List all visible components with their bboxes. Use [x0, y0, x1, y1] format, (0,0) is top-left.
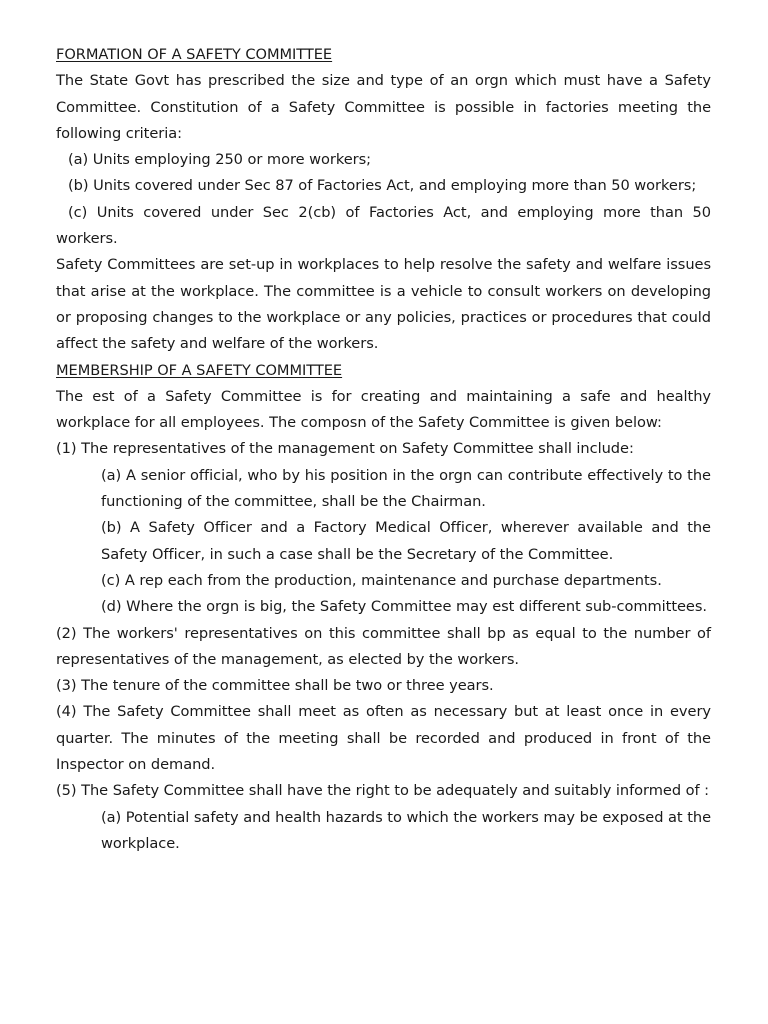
membership-subitem: (a) A senior official, who by his position in the orgn can contribute effectively to the functioning of the committee, shall be the Chairman.	[101, 466, 711, 511]
membership-heading: MEMBERSHIP OF A SAFETY COMMITTEE	[56, 361, 343, 379]
membership-item-1: (1) The representatives of the management on Safety Committee shall include:	[56, 440, 634, 458]
formation-purpose: Safety Committees are set-up in workplaces to help resolve the safety and welfare issues that arise at the workplace. The committee is a vehicle to consult workers on developing or proposing changes to the workplace or any policies, practices or procedures that could affect the safety and welfare of the workers.	[56, 256, 711, 353]
membership-item-2: (2) The workers' representatives on this committee shall bp as equal to the number of representatives of the management, as elected by the workers.	[56, 624, 711, 668]
formation-intro: The State Govt has prescribed the size and type of an orgn which must have a Safety Committee. Constitution of a Safety Committee is possible in factories meeting the following criteria:	[56, 72, 711, 142]
membership-item-3: (3) The tenure of the committee shall be two or three years.	[56, 677, 494, 695]
membership-intro: The est of a Safety Committee is for creating and maintaining a safe and healthy workplace for all employees. The composn of the Safety Committee is given below:	[56, 387, 711, 432]
criteria-item: (c) Units covered under Sec 2(cb) of Factories Act, and employing more than 50 workers.	[56, 203, 711, 248]
criteria-item: (a) Units employing 250 or more workers;	[68, 151, 372, 169]
membership-subitem: (c) A rep each from the production, maintenance and purchase departments.	[101, 571, 662, 589]
criteria-item: (b) Units covered under Sec 87 of Factories Act, and employing more than 50 workers;	[68, 177, 697, 195]
membership-item-5: (5) The Safety Committee shall have the right to be adequately and suitably informed of :	[56, 782, 710, 800]
formation-heading: FORMATION OF A SAFETY COMMITTEE	[56, 46, 333, 63]
membership-subitem: (a) Potential safety and health hazards to which the workers may be exposed at the workplace.	[101, 808, 711, 852]
membership-item-4: (4) The Safety Committee shall meet as often as necessary but at least once in every quarter. The minutes of the meeting shall be recorded and produced in front of the Inspector on demand.	[56, 703, 711, 774]
membership-subitem: (d) Where the orgn is big, the Safety Committee may est different sub-committees.	[101, 598, 708, 616]
membership-subitem: (b) A Safety Officer and a Factory Medical Officer, wherever available and the Safety Officer, in such a case shall be the Secretary of the Committee.	[101, 519, 711, 563]
